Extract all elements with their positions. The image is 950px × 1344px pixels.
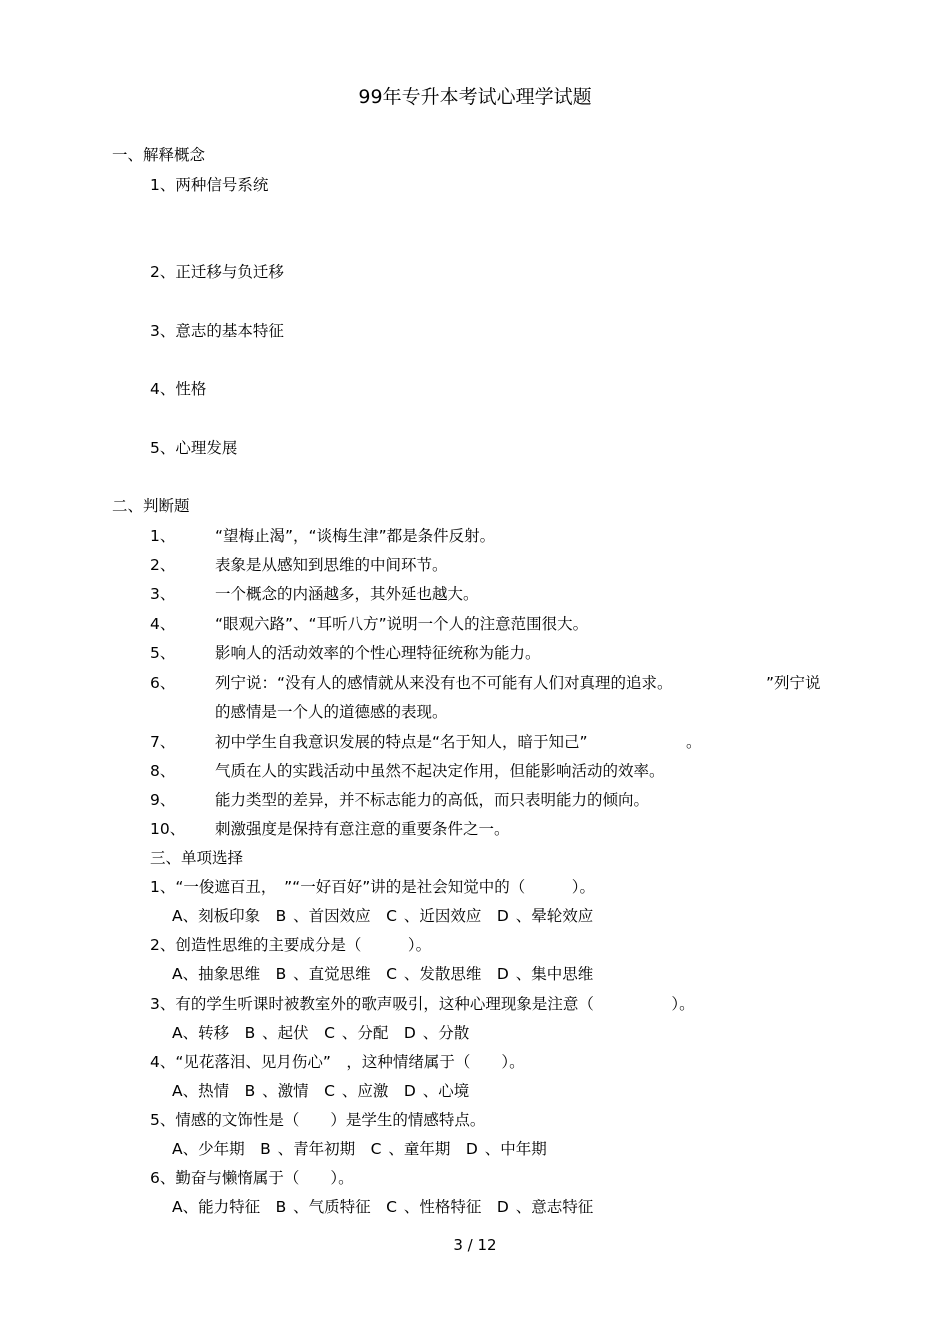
tf-statement: 气质在人的实践活动中虽然不起决定作用，但能影响活动的效率。 (215, 762, 665, 780)
mc-options: A、热情 B 、激情 C 、应激 D 、心境 (172, 1082, 470, 1100)
mc-question: 4、“见花落泪、见月伤心” ，这种情绪属于（ ）。 (150, 1053, 525, 1071)
definition-item: 3、意志的基本特征 (150, 322, 284, 340)
tf-number: 9、 (150, 791, 176, 809)
definition-item: 5、心理发展 (150, 439, 238, 457)
definition-item: 4、性格 (150, 380, 207, 398)
tf-number: 2、 (150, 556, 176, 574)
tf-number: 4、 (150, 615, 176, 633)
tf-number: 3、 (150, 585, 176, 603)
mc-question: 6、勤奋与懒惰属于（ ）。 (150, 1169, 354, 1187)
tf-statement: “望梅止渴”，“谈梅生津”都是条件反射。 (215, 527, 496, 545)
tf-statement: 一个概念的内涵越多，其外延也越大。 (215, 585, 479, 603)
definition-item: 2、正迁移与负迁移 (150, 263, 284, 281)
tf-statement-tail: ”列宁说 (766, 674, 821, 692)
tf-statement: “眼观六路”、“耳听八方”说明一个人的注意范围很大。 (215, 615, 589, 633)
section-heading-definitions: 一、解释概念 (112, 146, 206, 164)
mc-question: 2、创造性思维的主要成分是（ ）。 (150, 936, 432, 954)
tf-number: 10、 (150, 820, 186, 838)
mc-options: A、能力特征 B 、气质特征 C 、性格特征 D 、意志特征 (172, 1198, 594, 1216)
mc-options: A、少年期 B 、青年初期 C 、童年期 D 、中年期 (172, 1140, 547, 1158)
mc-question: 3、有的学生听课时被教室外的歌声吸引，这种心理现象是注意（ ）。 (150, 995, 695, 1013)
mc-question: 1、“一俊遮百丑， ”“一好百好”讲的是社会知觉中的（ ）。 (150, 878, 595, 896)
mc-options: A、转移 B 、起伏 C 、分配 D 、分散 (172, 1024, 470, 1042)
page-title: 99年专升本考试心理学试题 (358, 86, 592, 108)
tf-statement: 表象是从感知到思维的中间环节。 (215, 556, 448, 574)
tf-number: 1、 (150, 527, 176, 545)
section-heading-multiple-choice: 三、单项选择 (150, 849, 244, 867)
definition-item: 1、两种信号系统 (150, 176, 269, 194)
tf-statement: 初中学生自我意识发展的特点是“名于知人，暗于知己” (215, 733, 588, 751)
tf-statement-continued: 的感情是一个人的道德感的表现。 (215, 703, 448, 721)
tf-statement: 刺激强度是保持有意注意的重要条件之一。 (215, 820, 510, 838)
section-heading-true-false: 二、判断题 (112, 497, 190, 515)
tf-statement-tail: 。 (686, 733, 702, 751)
mc-options: A、刻板印象 B 、首因效应 C 、近因效应 D 、晕轮效应 (172, 907, 594, 925)
tf-number: 7、 (150, 733, 176, 751)
tf-statement: 影响人的活动效率的个性心理特征统称为能力。 (215, 644, 541, 662)
tf-number: 6、 (150, 674, 176, 692)
tf-statement: 能力类型的差异，并不标志能力的高低，而只表明能力的倾向。 (215, 791, 650, 809)
page-number: 3 / 12 (453, 1236, 497, 1254)
tf-number: 8、 (150, 762, 176, 780)
mc-question: 5、情感的文饰性是（ ）是学生的情感特点。 (150, 1111, 486, 1129)
tf-statement: 列宁说：“没有人的感情就从来没有也不可能有人们对真理的追求。 (215, 674, 673, 692)
mc-options: A、抽象思维 B 、直觉思维 C 、发散思维 D 、集中思维 (172, 965, 594, 983)
tf-number: 5、 (150, 644, 176, 662)
